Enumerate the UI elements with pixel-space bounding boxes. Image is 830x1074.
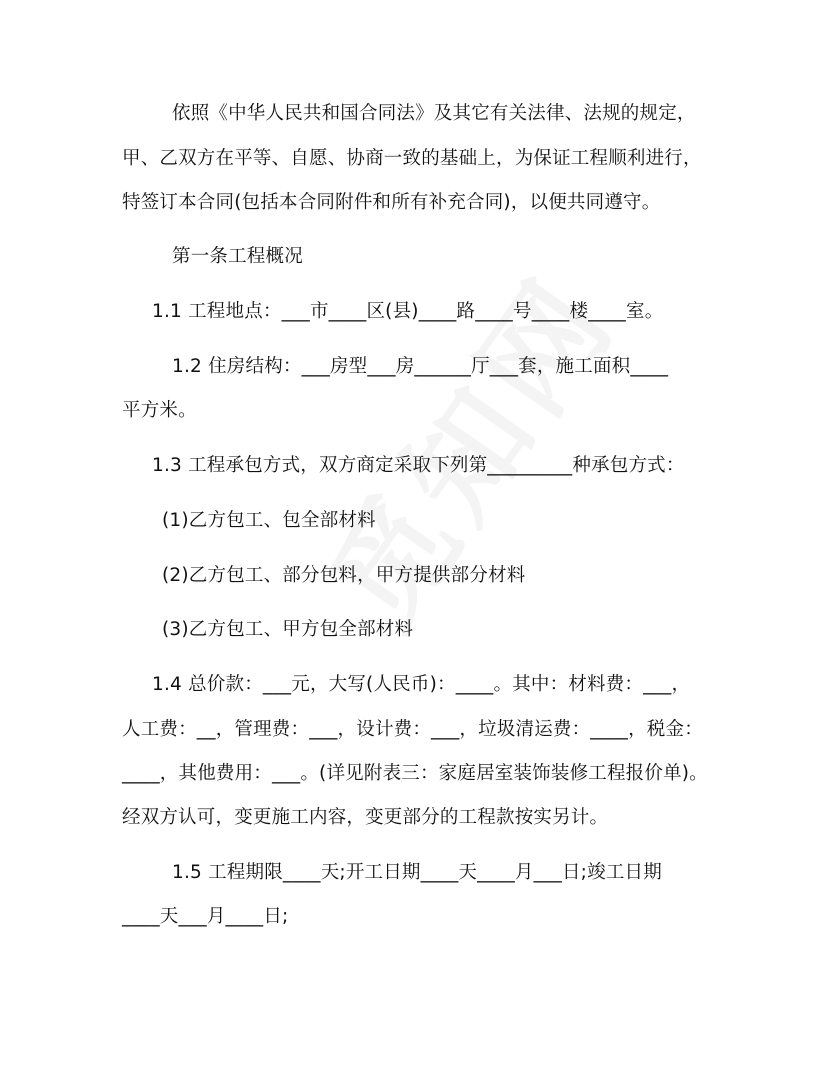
intro-line-3: 特签订本合同(包括本合同附件和所有补充合同)，以便共同遵守。 <box>122 192 661 213</box>
option-2: (2)乙方包工、部分包料，甲方提供部分材料 <box>162 565 526 586</box>
clause-1-1: 1.1 工程地点：___市____区(县)____路____号____楼____室。 <box>152 301 664 322</box>
clause-1-5-line-1: 1.5 工程期限____天;开工日期____天____月___日;竣工日期 <box>172 862 662 883</box>
clause-1-4-line-2: 人工费：__，管理费：___，设计费：___，垃圾清运费：____，税金： <box>122 719 703 740</box>
option-1: (1)乙方包工、包全部材料 <box>162 510 376 531</box>
clause-1-4-line-3: ____，其他费用：___。(详见附表三：家庭居室装饰装修工程报价单)。 <box>122 763 708 784</box>
clause-1-3: 1.3 工程承包方式，双方商定采取下列第_________种承包方式： <box>152 455 685 476</box>
clause-1-2-line-1: 1.2 住房结构：___房型___房______厅___套，施工面积____ <box>172 356 669 377</box>
intro-line-2: 甲、乙双方在平等、自愿、协商一致的基础上，为保证工程顺利进行， <box>122 148 702 169</box>
intro-line-1: 依照《中华人民共和国合同法》及其它有关法律、法规的规定， <box>172 103 696 124</box>
clause-1-2-line-2: 平方米。 <box>122 400 197 421</box>
clause-1-4-line-1: 1.4 总价款：___元，大写(人民币)：____。其中：材料费：___， <box>152 674 691 695</box>
clause-1-5-line-2: ____天___月____日; <box>122 906 289 927</box>
clause-1-4-line-4: 经双方认可，变更施工内容，变更部分的工程款按实另计。 <box>122 807 609 828</box>
article-1-title: 第一条工程概况 <box>172 246 303 267</box>
option-3: (3)乙方包工、甲方包全部材料 <box>162 619 414 640</box>
